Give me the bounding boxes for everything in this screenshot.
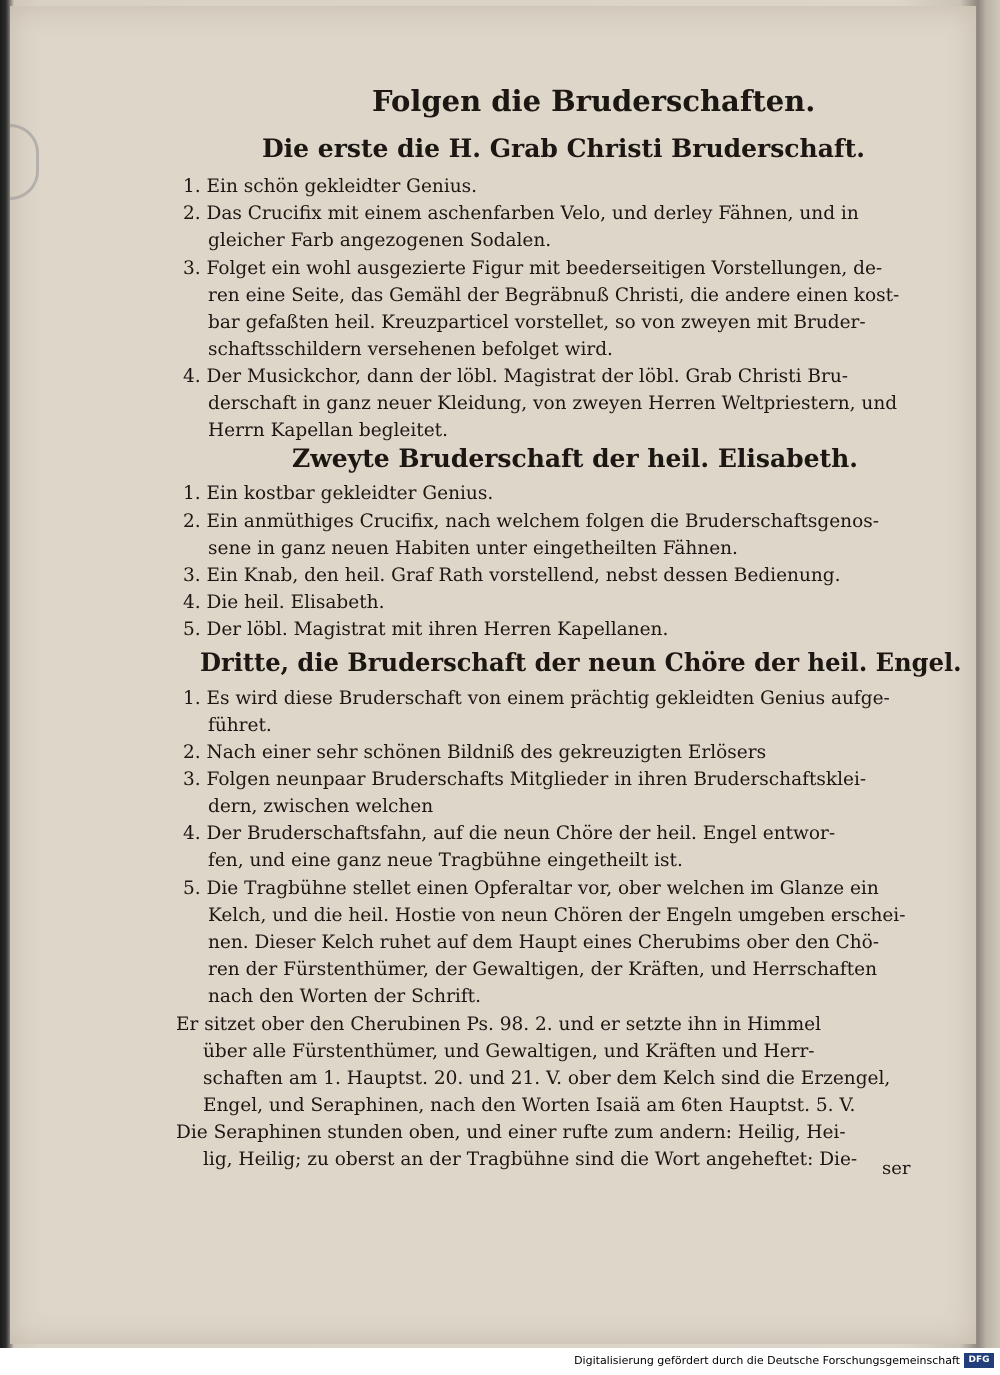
text-line: derschaft in ganz neuer Kleidung, von zweyen Herren Weltpriestern, und bbox=[208, 393, 898, 414]
text-line: gleicher Farb angezogenen Sodalen. bbox=[208, 230, 552, 251]
text-line: nach den Worten der Schrift. bbox=[208, 986, 481, 1007]
text-line: Die Seraphinen stunden oben, und einer rufte zum andern: Heilig, Hei- bbox=[176, 1122, 846, 1143]
text-line: ren der Fürstenthümer, der Gewaltigen, der Kräften, und Herrschaften bbox=[208, 959, 878, 980]
text-line: über alle Fürstenthümer, und Gewaltigen, und Kräften und Herr- bbox=[203, 1041, 815, 1062]
section-heading-elisabeth: Zweyte Bruderschaft der heil. Elisabeth. bbox=[292, 444, 858, 473]
footer-bar bbox=[0, 1348, 1000, 1375]
text-line: Er sitzet ober den Cherubinen Ps. 98. 2. und er setzte ihn in Himmel bbox=[176, 1014, 822, 1035]
text-line: bar gefaßten heil. Kreuzparticel vorstellet, so von zweyen mit Bruder- bbox=[208, 312, 866, 333]
text-line: lig, Heilig; zu oberst an der Tragbühne sind die Wort angeheftet: Die- bbox=[203, 1149, 858, 1170]
text-line: schaften am 1. Hauptst. 20. und 21. V. ober dem Kelch sind die Erzengel, bbox=[203, 1068, 891, 1089]
text-line: 1. Ein schön gekleidter Genius. bbox=[183, 176, 478, 197]
dfg-logo-icon: DFG bbox=[964, 1353, 994, 1368]
text-line: 2. Nach einer sehr schönen Bildniß des gekreuzigten Erlösers bbox=[183, 742, 767, 763]
text-line: 4. Der Musickchor, dann der löbl. Magistrat der löbl. Grab Christi Bru- bbox=[183, 366, 849, 387]
text-line: dern, zwischen welchen bbox=[208, 796, 434, 817]
text-line: 3. Folgen neunpaar Bruderschafts Mitglieder in ihren Bruderschaftsklei- bbox=[183, 769, 867, 790]
text-line: Kelch, und die heil. Hostie von neun Chören der Engeln umgeben erschei- bbox=[208, 905, 906, 926]
text-line: nen. Dieser Kelch ruhet auf dem Haupt eines Cherubims ober den Chö- bbox=[208, 932, 880, 953]
page-title: Folgen die Bruderschaften. bbox=[372, 84, 816, 118]
text-line: führet. bbox=[208, 715, 272, 736]
text-line: 1. Es wird diese Bruderschaft von einem prächtig gekleidten Genius aufge- bbox=[183, 688, 890, 709]
text-line: 2. Das Crucifix mit einem aschenfarben Velo, und derley Fähnen, und in bbox=[183, 203, 859, 224]
text-line: 5. Die Tragbühne stellet einen Opferaltar vor, ober welchen im Glanze ein bbox=[183, 878, 879, 899]
text-line: 2. Ein anmüthiges Crucifix, nach welchem folgen die Bruderschaftsgenos- bbox=[183, 511, 879, 532]
text-line: 1. Ein kostbar gekleidter Genius. bbox=[183, 483, 494, 504]
section-heading-grab-christi: Die erste die H. Grab Christi Bruderschaft. bbox=[262, 134, 865, 163]
section-heading-neun-choere: Dritte, die Bruderschaft der neun Chöre der heil. Engel. bbox=[200, 648, 962, 677]
text-line: Engel, und Seraphinen, nach den Worten Isaiä am 6ten Hauptst. 5. V. bbox=[203, 1095, 856, 1116]
text-line: 4. Der Bruderschaftsfahn, auf die neun Chöre der heil. Engel entwor- bbox=[183, 823, 836, 844]
text-line: 3. Folget ein wohl ausgezierte Figur mit beederseitigen Vorstellungen, de- bbox=[183, 258, 883, 279]
page-clip bbox=[10, 124, 39, 200]
catchword: ser bbox=[882, 1158, 911, 1179]
text-line: 5. Der löbl. Magistrat mit ihren Herren Kapellanen. bbox=[183, 619, 669, 640]
text-line: Herrn Kapellan begleitet. bbox=[208, 420, 448, 441]
text-line: schaftsschildern versehenen befolget wird. bbox=[208, 339, 613, 360]
text-line: ren eine Seite, das Gemähl der Begräbnuß Christi, die andere einen kost- bbox=[208, 285, 900, 306]
text-line: sene in ganz neuen Habiten unter eingetheilten Fähnen. bbox=[208, 538, 738, 559]
funding-notice: Digitalisierung gefördert durch die Deutsche Forschungsgemeinschaft bbox=[574, 1354, 960, 1367]
text-line: 3. Ein Knab, den heil. Graf Rath vorstellend, nebst dessen Bedienung. bbox=[183, 565, 841, 586]
text-line: 4. Die heil. Elisabeth. bbox=[183, 592, 385, 613]
text-line: fen, und eine ganz neue Tragbühne eingetheilt ist. bbox=[208, 850, 683, 871]
